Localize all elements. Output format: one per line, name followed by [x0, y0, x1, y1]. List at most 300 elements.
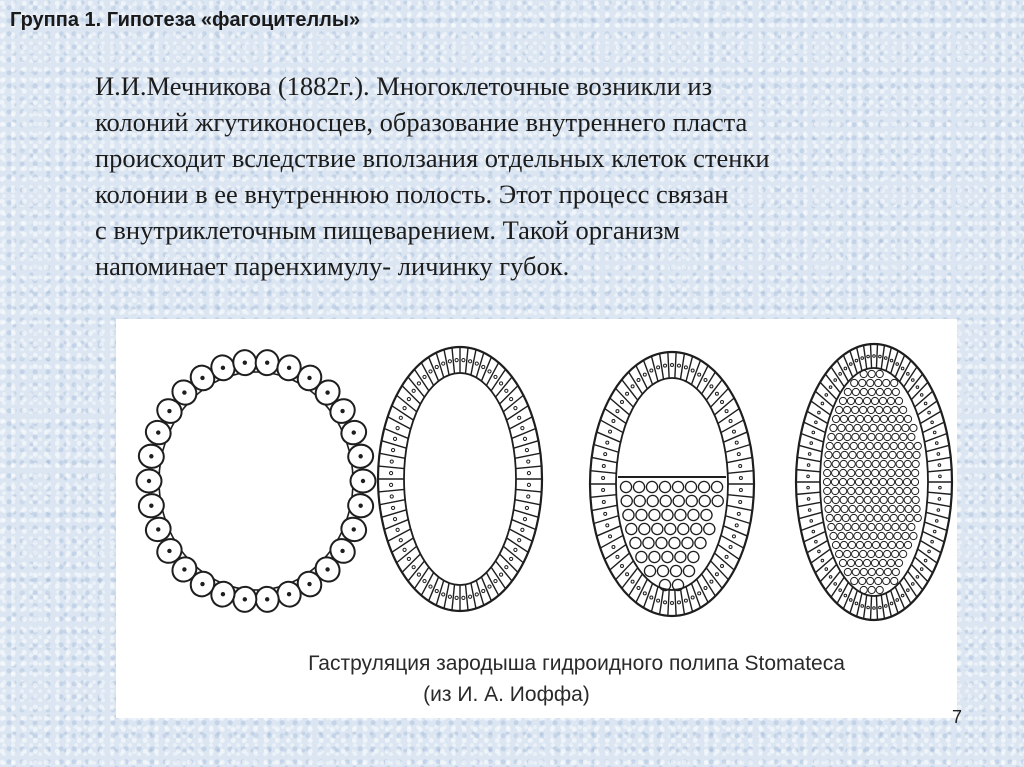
immigration-wall-nucleus [704, 378, 707, 381]
parenchyma-cell [876, 550, 883, 557]
columnar-cell-wall [515, 453, 541, 458]
blastula-cell-nucleus [340, 549, 344, 553]
parenchymula-wall-nucleus [867, 606, 870, 609]
columnar-nucleus [417, 573, 420, 576]
parenchymula-wall-cell-wall [871, 344, 872, 368]
parenchyma-cell [863, 478, 870, 485]
parenchyma-cell [876, 586, 883, 593]
parenchyma-cell [904, 460, 911, 467]
slide-heading: Группа 1. Гипотеза «фагоцителлы» [10, 9, 361, 31]
columnar-nucleus [488, 585, 491, 588]
parenchyma-cell [852, 568, 859, 575]
parenchyma-cell [871, 397, 878, 404]
parenchymula-wall-nucleus [928, 411, 931, 414]
parenchyma-cell [831, 478, 838, 485]
parenchyma-cell [872, 541, 879, 548]
columnar-nucleus [500, 573, 503, 576]
parenchyma-cell [846, 424, 853, 431]
columnar-cell-wall [512, 520, 536, 530]
blastula-cell-nucleus [156, 527, 160, 531]
parenchyma-cell [832, 496, 839, 503]
immigration-wall-nucleus [729, 545, 732, 548]
columnar-nucleus [435, 589, 438, 592]
parenchyma-cell [891, 577, 898, 584]
immigration-wall-nucleus [626, 392, 629, 395]
parenchyma-cell [874, 514, 881, 521]
columnar-nucleus [423, 579, 426, 582]
parenchyma-cell [880, 415, 887, 422]
parenchyma-cell [868, 388, 875, 395]
inner-mass-cell [636, 551, 647, 562]
parenchymula-wall-cell-wall [925, 434, 947, 442]
immigration-wall-nucleus [602, 464, 605, 467]
parenchymula-wall-nucleus [855, 602, 858, 605]
parenchymula-wall-nucleus [935, 520, 938, 523]
blastula-cell-nucleus [287, 592, 291, 596]
columnar-nucleus [505, 566, 508, 569]
parenchyma-cell [855, 478, 862, 485]
inner-mass-cell [683, 565, 694, 576]
inner-mass-cell [620, 481, 631, 492]
parenchyma-cell [888, 460, 895, 467]
parenchyma-cell [856, 415, 863, 422]
immigration-wall-cell-wall [660, 354, 664, 380]
parenchyma-cell [839, 559, 846, 566]
inner-mass-cell [656, 537, 667, 548]
parenchyma-cell [887, 397, 894, 404]
parenchymula-wall-nucleus [907, 373, 910, 376]
parenchyma-cell [864, 541, 871, 548]
columnar-cell-wall [382, 441, 407, 449]
immigration-wall-nucleus [664, 601, 667, 604]
parenchyma-cell [856, 487, 863, 494]
immigration-wall-nucleus [715, 392, 718, 395]
parenchymula-wall-cell-wall [923, 422, 945, 432]
columnar-cell-wall [514, 441, 539, 449]
parenchymula-wall-nucleus [807, 475, 810, 478]
blastula-large-cells-drawing [137, 349, 376, 613]
blastula-cell-nucleus [265, 597, 269, 601]
parenchymula-wall-nucleus [818, 411, 821, 414]
parenchyma-cell [913, 505, 920, 512]
parenchyma-cell [832, 469, 839, 476]
parenchyma-cell [850, 442, 857, 449]
columnar-nucleus [482, 589, 485, 592]
parenchymula-wall-nucleus [901, 594, 904, 597]
parenchyma-cell [880, 460, 887, 467]
parenchyma-cell [848, 460, 855, 467]
parenchyma-cell [883, 379, 890, 386]
parenchyma-cell [863, 559, 870, 566]
parenchyma-cell [905, 505, 912, 512]
columnar-nucleus [518, 539, 521, 542]
parenchyma-cell [846, 532, 853, 539]
parenchyma-cell [828, 523, 835, 530]
parenchyma-cell [905, 451, 912, 458]
parenchyma-cell [862, 424, 869, 431]
inner-mass-cell [643, 537, 654, 548]
inner-mass-cell [686, 495, 697, 506]
parenchyma-cell [852, 523, 859, 530]
parenchyma-cell [894, 532, 901, 539]
parenchymula-wall-nucleus [850, 363, 853, 366]
parenchyma-cell [873, 505, 880, 512]
inner-mass-cell [701, 509, 712, 520]
columnar-nucleus [399, 416, 402, 419]
inner-mass-cell [704, 523, 715, 534]
columnar-nucleus [462, 359, 465, 362]
parenchyma-cell [840, 469, 847, 476]
parenchyma-cell [848, 487, 855, 494]
parenchyma-cell [868, 586, 875, 593]
immigration-wall-nucleus [631, 580, 634, 583]
columnar-cell-wall [481, 577, 491, 601]
parenchymula-wall-nucleus [834, 583, 837, 586]
columnar-cell-wall [378, 466, 404, 469]
parenchymula-wall-nucleus [808, 509, 811, 512]
inner-mass-cell [644, 565, 655, 576]
parenchyma-cell [824, 469, 831, 476]
columnar-nucleus [390, 460, 393, 463]
inner-mass-cell [691, 523, 702, 534]
figure-caption: Гаструляция зародыша гидроидного полипа Stomateca [308, 652, 845, 675]
parenchymula-wall-cell-wall [923, 531, 945, 541]
parenchyma-cell [886, 532, 893, 539]
parenchyma-cell [851, 379, 858, 386]
parenchyma-cell [864, 460, 871, 467]
columnar-nucleus [527, 483, 530, 486]
parenchyma-cell [890, 442, 897, 449]
parenchyma-cell [898, 442, 905, 449]
inner-mass-cell [647, 495, 658, 506]
parenchyma-cell [825, 505, 832, 512]
parenchymula-wall-cell-wall [799, 445, 822, 451]
inner-mass-cell [678, 523, 689, 534]
parenchyma-cell [826, 514, 833, 521]
parenchymula-wall-nucleus [825, 394, 828, 397]
parenchyma-cell [870, 532, 877, 539]
immigration-wall-nucleus [620, 564, 623, 567]
blastula-cell-nucleus [358, 504, 362, 508]
parenchyma-cell [863, 397, 870, 404]
parenchyma-cell [876, 370, 883, 377]
parenchymula-wall-nucleus [855, 359, 858, 362]
columnar-cell-wall [465, 584, 468, 610]
parenchymula-wall-nucleus [879, 606, 882, 609]
parenchyma-cell [856, 541, 863, 548]
parenchymula-wall-cell-wall [927, 502, 951, 506]
parenchyma-cell [866, 442, 873, 449]
parenchyma-cell [858, 442, 865, 449]
parenchyma-cell [872, 487, 879, 494]
parenchymula-wall-cell-wall [926, 512, 949, 518]
parenchyma-cell [914, 442, 921, 449]
inner-mass-cell [621, 495, 632, 506]
parenchymula-wall-nucleus [850, 599, 853, 602]
blastula-cell-nucleus [167, 409, 171, 413]
parenchyma-cell [896, 496, 903, 503]
columnar-nucleus [475, 362, 478, 365]
parenchymula-wall-cell-wall [881, 345, 884, 369]
inner-mass-cell [675, 551, 686, 562]
immigration-wall-nucleus [657, 599, 660, 602]
columnar-nucleus [412, 389, 415, 392]
parenchyma-cell [913, 451, 920, 458]
parenchymula-wall-nucleus [911, 583, 914, 586]
immigration-wall-nucleus [616, 410, 619, 413]
columnar-nucleus [389, 472, 392, 475]
parenchyma-cell [908, 433, 915, 440]
columnar-cell-wall [384, 428, 408, 438]
inner-mass-cell [698, 481, 709, 492]
inner-mass-cell [662, 551, 673, 562]
columnar-nucleus [391, 448, 394, 451]
parenchyma-cell [840, 487, 847, 494]
immigration-wall-nucleus [671, 602, 674, 605]
parenchyma-cell [880, 496, 887, 503]
parenchyma-cell [876, 388, 883, 395]
blastula-cell-nucleus [340, 409, 344, 413]
immigration-wall-nucleus [604, 453, 607, 456]
parenchymula-wall-nucleus [834, 379, 837, 382]
immigration-wall-cell-wall [723, 432, 747, 442]
blastula-cell-nucleus [243, 597, 247, 601]
immigration-wall-cell-wall [680, 354, 684, 380]
immigration-wall-nucleus [637, 587, 640, 590]
parenchyma-cell [875, 379, 882, 386]
parenchymula-wall-nucleus [839, 589, 842, 592]
parenchymula-wall-nucleus [935, 442, 938, 445]
paragraph-line: с внутриклеточным пищеварением. Такой организм [95, 215, 680, 245]
inner-mass-cell [659, 481, 670, 492]
parenchymula-wall-nucleus [861, 605, 864, 608]
parenchymula-wall-cell-wall [864, 345, 867, 369]
parenchyma-cell [868, 523, 875, 530]
parenchyma-cell [889, 505, 896, 512]
parenchymula-wall-nucleus [884, 357, 887, 360]
blastula-cell-nucleus [149, 504, 153, 508]
columnar-nucleus [527, 460, 530, 463]
blastula-cell-nucleus [265, 360, 269, 364]
immigration-wall-nucleus [710, 580, 713, 583]
parenchyma-cell [912, 496, 919, 503]
paragraph-line: напоминает паренхимулу- личинку губок. [95, 251, 570, 281]
columnar-nucleus [514, 407, 517, 410]
parenchymula-wall-cell-wall [926, 445, 949, 451]
columnar-inner-wall [404, 373, 516, 585]
parenchymula-wall-nucleus [937, 509, 940, 512]
parenchyma-cell [848, 541, 855, 548]
parenchymula-wall-nucleus [807, 464, 810, 467]
early-immigration-drawing [590, 352, 754, 616]
page-number: 7 [952, 707, 963, 727]
columnar-nucleus [527, 495, 530, 498]
parenchymula-wall-nucleus [829, 576, 832, 579]
columnar-nucleus [494, 579, 497, 582]
parenchyma-cell [864, 496, 871, 503]
columnar-nucleus [396, 427, 399, 430]
parenchymula-wall-cell-wall [797, 502, 821, 506]
parenchyma-cell [872, 460, 879, 467]
columnar-nucleus [396, 528, 399, 531]
parenchyma-cell [898, 514, 905, 521]
immigration-wall-nucleus [602, 489, 605, 492]
blastula-cell-nucleus [182, 567, 186, 571]
immigration-wall-cell-wall [675, 352, 676, 378]
parenchyma-cell [888, 487, 895, 494]
paragraph-line: колоний жгутиконосцев, образование внутреннего пласта [95, 107, 748, 137]
parenchymula-wall-cell-wall [864, 595, 867, 619]
blastula-cell-nucleus [156, 430, 160, 434]
parenchymula-wall-nucleus [884, 605, 887, 608]
parenchyma-cell [889, 451, 896, 458]
columnar-nucleus [505, 389, 508, 392]
parenchyma-cell [883, 577, 890, 584]
parenchyma-cell [900, 550, 907, 557]
parenchyma-cell [894, 424, 901, 431]
immigration-wall-cell-wall [728, 495, 754, 498]
parenchyma-cell [906, 442, 913, 449]
parenchyma-cell [852, 433, 859, 440]
immigration-wall-nucleus [725, 410, 728, 413]
parenchymula-wall-nucleus [924, 402, 927, 405]
parenchymula-wall-nucleus [890, 359, 893, 362]
parenchyma-cell [847, 478, 854, 485]
immigration-wall-cell-wall [660, 589, 664, 615]
parenchymula-wall-nucleus [810, 442, 813, 445]
parenchyma-cell [868, 406, 875, 413]
parenchyma-cell [881, 451, 888, 458]
parenchyma-cell [895, 559, 902, 566]
inner-mass-cell [646, 481, 657, 492]
immigration-wall-nucleus [620, 401, 623, 404]
parenchyma-cell [839, 478, 846, 485]
immigration-wall-cell-wall [594, 444, 619, 452]
parenchyma-cell [884, 523, 891, 530]
parenchyma-cell [878, 532, 885, 539]
parenchyma-cell [841, 505, 848, 512]
parenchyma-cell [860, 550, 867, 557]
blastula-cell-nucleus [361, 479, 365, 483]
parenchymula-wall-nucleus [861, 357, 864, 360]
parenchyma-cell [844, 433, 851, 440]
parenchyma-cell [911, 478, 918, 485]
blastula-cell-nucleus [352, 527, 356, 531]
columnar-nucleus [469, 360, 472, 363]
parenchyma-cell [860, 523, 867, 530]
columnar-cell-wall [380, 453, 406, 458]
parenchyma-cell [844, 523, 851, 530]
parenchyma-cell [912, 460, 919, 467]
columnar-nucleus [514, 548, 517, 551]
parenchyma-cell [848, 415, 855, 422]
parenchyma-cell [840, 496, 847, 503]
parenchyma-cell [824, 487, 831, 494]
immigration-wall-nucleus [715, 573, 718, 576]
immigration-wall-cell-wall [680, 589, 684, 615]
parenchyma-cell [904, 496, 911, 503]
parenchyma-cell [896, 487, 903, 494]
parenchyma-cell [838, 532, 845, 539]
parenchyma-cell [871, 559, 878, 566]
blastula-cell-nucleus [221, 592, 225, 596]
parenchyma-cell [824, 496, 831, 503]
immigration-wall-nucleus [604, 512, 607, 515]
immigration-wall-nucleus [643, 373, 646, 376]
parenchymula-wall-nucleus [807, 486, 810, 489]
immigration-wall-nucleus [732, 430, 735, 433]
immigration-wall-nucleus [684, 366, 687, 369]
parenchyma-cell [896, 460, 903, 467]
columnar-nucleus [455, 359, 458, 362]
parenchymula-wall-nucleus [938, 464, 941, 467]
parenchymula-wall-nucleus [815, 540, 818, 543]
parenchymula-wall-nucleus [808, 453, 811, 456]
immigration-wall-nucleus [739, 501, 742, 504]
immigration-wall-nucleus [626, 573, 629, 576]
immigration-wall-nucleus [737, 512, 740, 515]
parenchymula-wall-cell-wall [797, 457, 821, 461]
parenchyma-cell [888, 469, 895, 476]
parenchyma-cell [859, 577, 866, 584]
parenchyma-cell [824, 460, 831, 467]
parenchyma-cell [836, 523, 843, 530]
columnar-nucleus [488, 370, 491, 373]
blastula-cell-nucleus [352, 430, 356, 434]
parenchyma-cell [902, 532, 909, 539]
parenchyma-cell [912, 487, 919, 494]
parenchyma-cell [908, 523, 915, 530]
parenchyma-cell [910, 424, 917, 431]
immigration-wall-nucleus [602, 476, 605, 479]
parenchyma-cell [865, 505, 872, 512]
inner-mass-cell [685, 481, 696, 492]
parenchyma-cell [836, 406, 843, 413]
parenchyma-cell [896, 541, 903, 548]
parenchyma-cell [904, 541, 911, 548]
immigration-wall-nucleus [616, 555, 619, 558]
columnar-cell-wall [514, 510, 539, 518]
columnar-cell-wall [512, 428, 536, 438]
parenchyma-cell [865, 451, 872, 458]
columnar-nucleus [429, 370, 432, 373]
immigration-wall-nucleus [650, 369, 653, 372]
parenchyma-cell [876, 406, 883, 413]
immigration-wall-nucleus [704, 587, 707, 590]
parenchyma-cell [884, 388, 891, 395]
blastula-cell-nucleus [200, 376, 204, 380]
columnar-nucleus [482, 365, 485, 368]
immigration-wall-nucleus [609, 430, 612, 433]
parenchyma-cell [886, 424, 893, 431]
parenchyma-cell [872, 415, 879, 422]
immigration-wall-inner-wall [616, 378, 728, 590]
paragraph-line: колонии в ее внутреннюю полость. Этот процесс связан [95, 179, 729, 209]
parenchyma-cell [867, 577, 874, 584]
parenchymula-wall-cell-wall [928, 492, 952, 494]
inner-mass-cell [669, 537, 680, 548]
parenchyma-cell [864, 415, 871, 422]
columnar-nucleus [521, 427, 524, 430]
columnar-cell-wall [516, 466, 542, 469]
blastula-cell-nucleus [200, 582, 204, 586]
columnar-nucleus [469, 595, 472, 598]
parenchyma-cell [849, 505, 856, 512]
parenchymula-wall-nucleus [924, 559, 927, 562]
immigration-wall-nucleus [739, 476, 742, 479]
immigration-wall-cell-wall [592, 505, 617, 510]
parenchyma-cell [868, 370, 875, 377]
